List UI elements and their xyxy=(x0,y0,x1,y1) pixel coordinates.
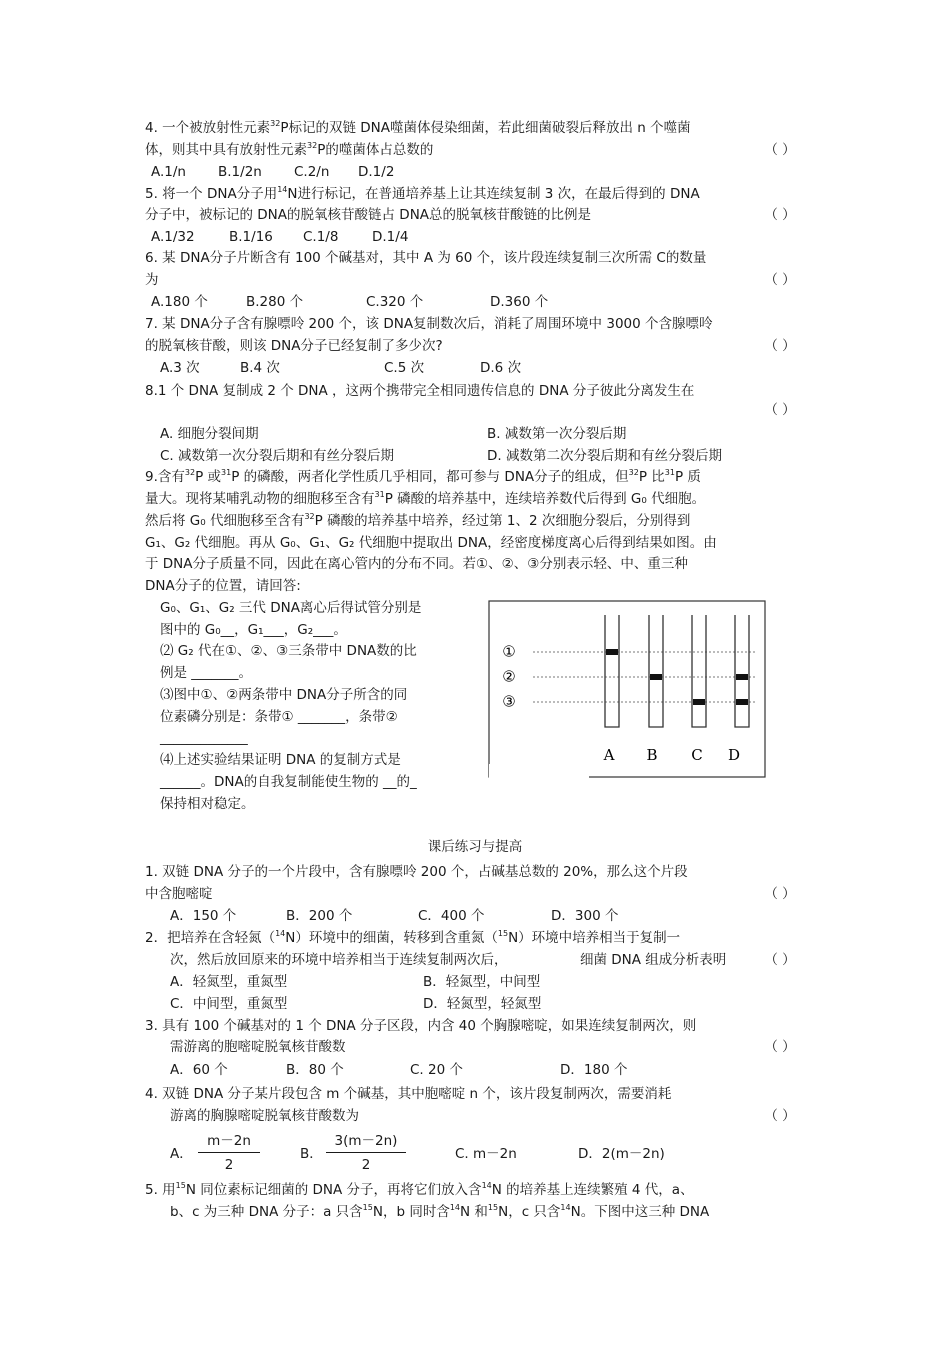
tube-b xyxy=(649,615,663,727)
after-q2-line1: 2．把培养在含轻氮（$^{14}$N）环境中的细菌，转移到含重氮（$^{15}$N）环境中培养相当于复制一 xyxy=(145,929,681,946)
after-q2-option-d: D．轻氮型，轻氮型 xyxy=(423,996,542,1012)
after-q1-line1: 1. 双链 DNA 分子的一个片段中，含有腺嘌呤 200 个，占碱基总数的 20%，那么这个片段 xyxy=(145,864,688,880)
tube-b-band-2 xyxy=(650,674,662,680)
q4-option-a: A.1/n xyxy=(151,164,186,180)
q5-answer-bracket: （ ） xyxy=(764,207,796,223)
tube-d-band-3 xyxy=(736,699,748,705)
q4-option-b: B.1/2n xyxy=(218,164,262,180)
after-q4-option-a-label: A． xyxy=(170,1146,193,1162)
q9-sub1-line1: G₀、G₁、G₂ 三代 DNA离心后得试管分别是 xyxy=(160,600,422,616)
q4-line2: 体，则其中具有放射性元素$^{32}$P的噬菌体占总数的 xyxy=(145,141,434,158)
q9-sub3-line2: 位素磷分别是：条带① _______，条带② xyxy=(160,709,398,725)
q4-line1: 4. 一个被放射性元素$^{32}$P标记的双链 DNA噬菌体侵染细菌，若此细菌破裂后释放出 n 个噬菌 xyxy=(145,119,691,136)
q9-sub3-line1: ⑶图中①、②两条带中 DNA分子所含的同 xyxy=(160,687,408,703)
q9-line1: 9.含有$^{32}$P 或$^{31}$P 的磷酸，两者化学性质几乎相同，都可参与 DNA分子的组成，但$^{32}$P 比$^{31}$P 质 xyxy=(145,468,701,485)
q7-option-a: A.3 次 xyxy=(160,360,200,376)
band-label-2: ② xyxy=(502,667,516,686)
centrifuge-tube-diagram xyxy=(488,600,766,780)
after-q2-option-b: B．轻氮型，中间型 xyxy=(423,974,541,990)
q5-option-a: A.1/32 xyxy=(151,229,195,245)
q5-line2: 分子中，被标记的 DNA的脱氧核苷酸链占 DNA总的脱氧核苷酸链的比例是 xyxy=(145,207,592,223)
q9-line3: 然后将 G₀ 代细胞移至含有$^{32}$P 磷酸的培养基中培养，经过第 1、2 次细胞分裂后，分别得到 xyxy=(145,512,691,529)
after-q5-line1: 5. 用$^{15}$N 同位素标记细菌的 DNA 分子，再将它们放入含$^{14}$N 的培养基上连续繁殖 4 代，a、 xyxy=(145,1181,694,1198)
after-q1-line2: 中含胞嘧啶 xyxy=(145,886,213,902)
q9-sub1-line2: 图中的 G₀__，G₁___，G₂___。 xyxy=(160,622,347,638)
q4-option-c: C.2/n xyxy=(294,164,330,180)
after-q3-option-b: B．80 个 xyxy=(286,1062,344,1078)
tube-a xyxy=(605,615,619,727)
q9-line2: 量大。现将某哺乳动物的细胞移至含有$^{31}$P 磷酸的培养基中，连续培养数代后得到 G₀ 代细胞。 xyxy=(145,490,706,507)
after-q1-answer-bracket: （ ） xyxy=(764,886,796,902)
section-title: 课后练习与提高 xyxy=(427,839,523,855)
q7-answer-bracket: （ ） xyxy=(764,338,796,354)
after-q3-line2: 需游离的胞嘧啶脱氧核苷酸数 xyxy=(170,1039,346,1055)
q8-line1: 8.1 个 DNA 复制成 2 个 DNA ，这两个携带完全相同遗传信息的 DNA 分子彼此分离发生在 xyxy=(145,383,695,399)
q8-option-c: C. 减数第一次分裂后期和有丝分裂后期 xyxy=(160,448,395,464)
fraction-b-numerator: 3(m－2n) xyxy=(326,1132,406,1153)
tube-c xyxy=(692,615,706,727)
after-q2-line2: 次，然后放回原来的环境中培养相当于连续复制两次后， xyxy=(170,952,508,968)
after-q3-answer-bracket: （ ） xyxy=(764,1039,796,1055)
after-q2-option-c: C．中间型，重氮型 xyxy=(170,996,288,1012)
after-q4-line1: 4. 双链 DNA 分子某片段包含 m 个碱基，其中胞嘧啶 n 个，该片段复制两次，需要消耗 xyxy=(145,1086,672,1102)
q6-answer-bracket: （ ） xyxy=(764,272,796,288)
q6-line1: 6. 某 DNA分子片断含有 100 个碱基对，其中 A 为 60 个，该片段连续复制三次所需 C的数量 xyxy=(145,250,707,266)
q7-option-b: B.4 次 xyxy=(240,360,280,376)
after-q2-answer-bracket: （ ） xyxy=(764,952,796,968)
tube-label-d: D xyxy=(727,746,741,764)
q7-option-d: D.6 次 xyxy=(480,360,522,376)
q7-line1: 7. 某 DNA分子含有腺嘌呤 200 个，该 DNA复制数次后，消耗了周围环境中 3000 个含腺嘌呤 xyxy=(145,316,713,332)
q9-sub4-line2: ______。DNA的自我复制能使生物的 __的_ xyxy=(160,774,417,790)
q8-option-a: A. 细胞分裂间期 xyxy=(160,426,259,442)
tube-d-band-2 xyxy=(736,674,748,680)
q6-option-c: C.320 个 xyxy=(366,294,424,310)
q9-sub3-line3: _____________ xyxy=(160,730,248,746)
q8-option-d: D. 减数第二次分裂后期和有丝分裂后期 xyxy=(487,448,722,464)
after-q3-option-c: C. 20 个 xyxy=(410,1062,463,1078)
fraction-a-numerator: m－2n xyxy=(198,1132,260,1153)
tube-label-a: A xyxy=(603,746,615,764)
tube-label-c: C xyxy=(691,746,703,764)
q6-line2: 为 xyxy=(145,272,159,288)
q8-option-b: B. 减数第一次分裂后期 xyxy=(487,426,627,442)
after-q5-line2: b、c 为三种 DNA 分子：a 只含$^{15}$N，b 同时含$^{14}$N 和$^{15}$N，c 只含$^{14}$N。下图中这三种 DNA xyxy=(170,1203,710,1220)
q9-line4: G₁、G₂ 代细胞。再从 G₀、G₁、G₂ 代细胞中提取出 DNA，经密度梯度离心后得到结果如图。由 xyxy=(145,535,717,551)
band-label-3: ③ xyxy=(502,692,516,711)
q6-option-d: D.360 个 xyxy=(490,294,549,310)
centrifuge-tube-figure xyxy=(488,600,766,780)
tube-a-band-1 xyxy=(606,649,618,655)
after-q3-option-a: A．60 个 xyxy=(170,1062,228,1078)
after-q2-line2-end: 细菌 DNA 组成分析表明 xyxy=(580,952,727,968)
after-q4-option-b-fraction xyxy=(326,1132,406,1174)
q6-option-a: A.180 个 xyxy=(151,294,208,310)
fraction-b-denominator: 2 xyxy=(361,1157,371,1173)
q9-sub2-line2: 例是 _______。 xyxy=(160,665,253,681)
after-q1-option-a: A．150 个 xyxy=(170,908,237,924)
q9-line6: DNA分子的位置，请回答: xyxy=(145,578,301,594)
q9-sub4-line3: 保持相对稳定。 xyxy=(160,796,255,812)
after-q3-option-d: D．180 个 xyxy=(560,1062,628,1078)
q5-option-b: B.1/16 xyxy=(229,229,273,245)
after-q1-option-b: B．200 个 xyxy=(286,908,353,924)
after-q1-option-c: C．400 个 xyxy=(418,908,485,924)
q8-answer-bracket: （ ） xyxy=(764,402,796,418)
q7-option-c: C.5 次 xyxy=(384,360,425,376)
q7-line2: 的脱氧核苷酸，则该 DNA分子已经复制了多少次? xyxy=(145,338,443,354)
frame-gap xyxy=(489,764,589,779)
q9-sub2-line1: ⑵ G₂ 代在①、②、③三条带中 DNA数的比 xyxy=(160,643,417,659)
q6-option-b: B.280 个 xyxy=(246,294,304,310)
after-q4-option-a-fraction xyxy=(198,1132,260,1174)
tube-d xyxy=(735,615,749,727)
after-q2-option-a: A．轻氮型，重氮型 xyxy=(170,974,288,990)
tube-label-b: B xyxy=(646,746,658,764)
after-q4-answer-bracket: （ ） xyxy=(764,1108,796,1124)
q5-line1: 5. 将一个 DNA分子用$^{14}$N进行标记，在普通培养基上让其连续复制 3 次，在最后得到的 DNA xyxy=(145,185,700,202)
q4-option-d: D.1/2 xyxy=(358,164,395,180)
q9-sub4-line1: ⑷上述实验结果证明 DNA 的复制方式是 xyxy=(160,752,401,768)
after-q4-line2: 游离的胸腺嘧啶脱氧核苷酸数为 xyxy=(170,1108,359,1124)
band-label-1: ① xyxy=(502,642,516,661)
q4-answer-bracket: （ ） xyxy=(764,142,796,158)
figure-frame xyxy=(489,601,765,777)
q5-option-d: D.1/4 xyxy=(372,229,409,245)
after-q1-option-d: D．300 个 xyxy=(551,908,619,924)
tube-c-band-3 xyxy=(693,699,705,705)
after-q4-option-c: C. m－2n xyxy=(455,1146,517,1162)
after-q4-option-d: D．2(m－2n) xyxy=(578,1146,665,1162)
after-q3-line1: 3. 具有 100 个碱基对的 1 个 DNA 分子区段，内含 40 个胸腺嘧啶，如果连续复制两次，则 xyxy=(145,1018,697,1034)
q9-line5: 于 DNA分子质量不同，因此在离心管内的分布不同。若①、②、③分别表示轻、中、重三种 xyxy=(145,556,688,572)
after-q4-option-b-label: B． xyxy=(300,1146,323,1162)
q5-option-c: C.1/8 xyxy=(303,229,339,245)
fraction-a-denominator: 2 xyxy=(224,1157,234,1173)
